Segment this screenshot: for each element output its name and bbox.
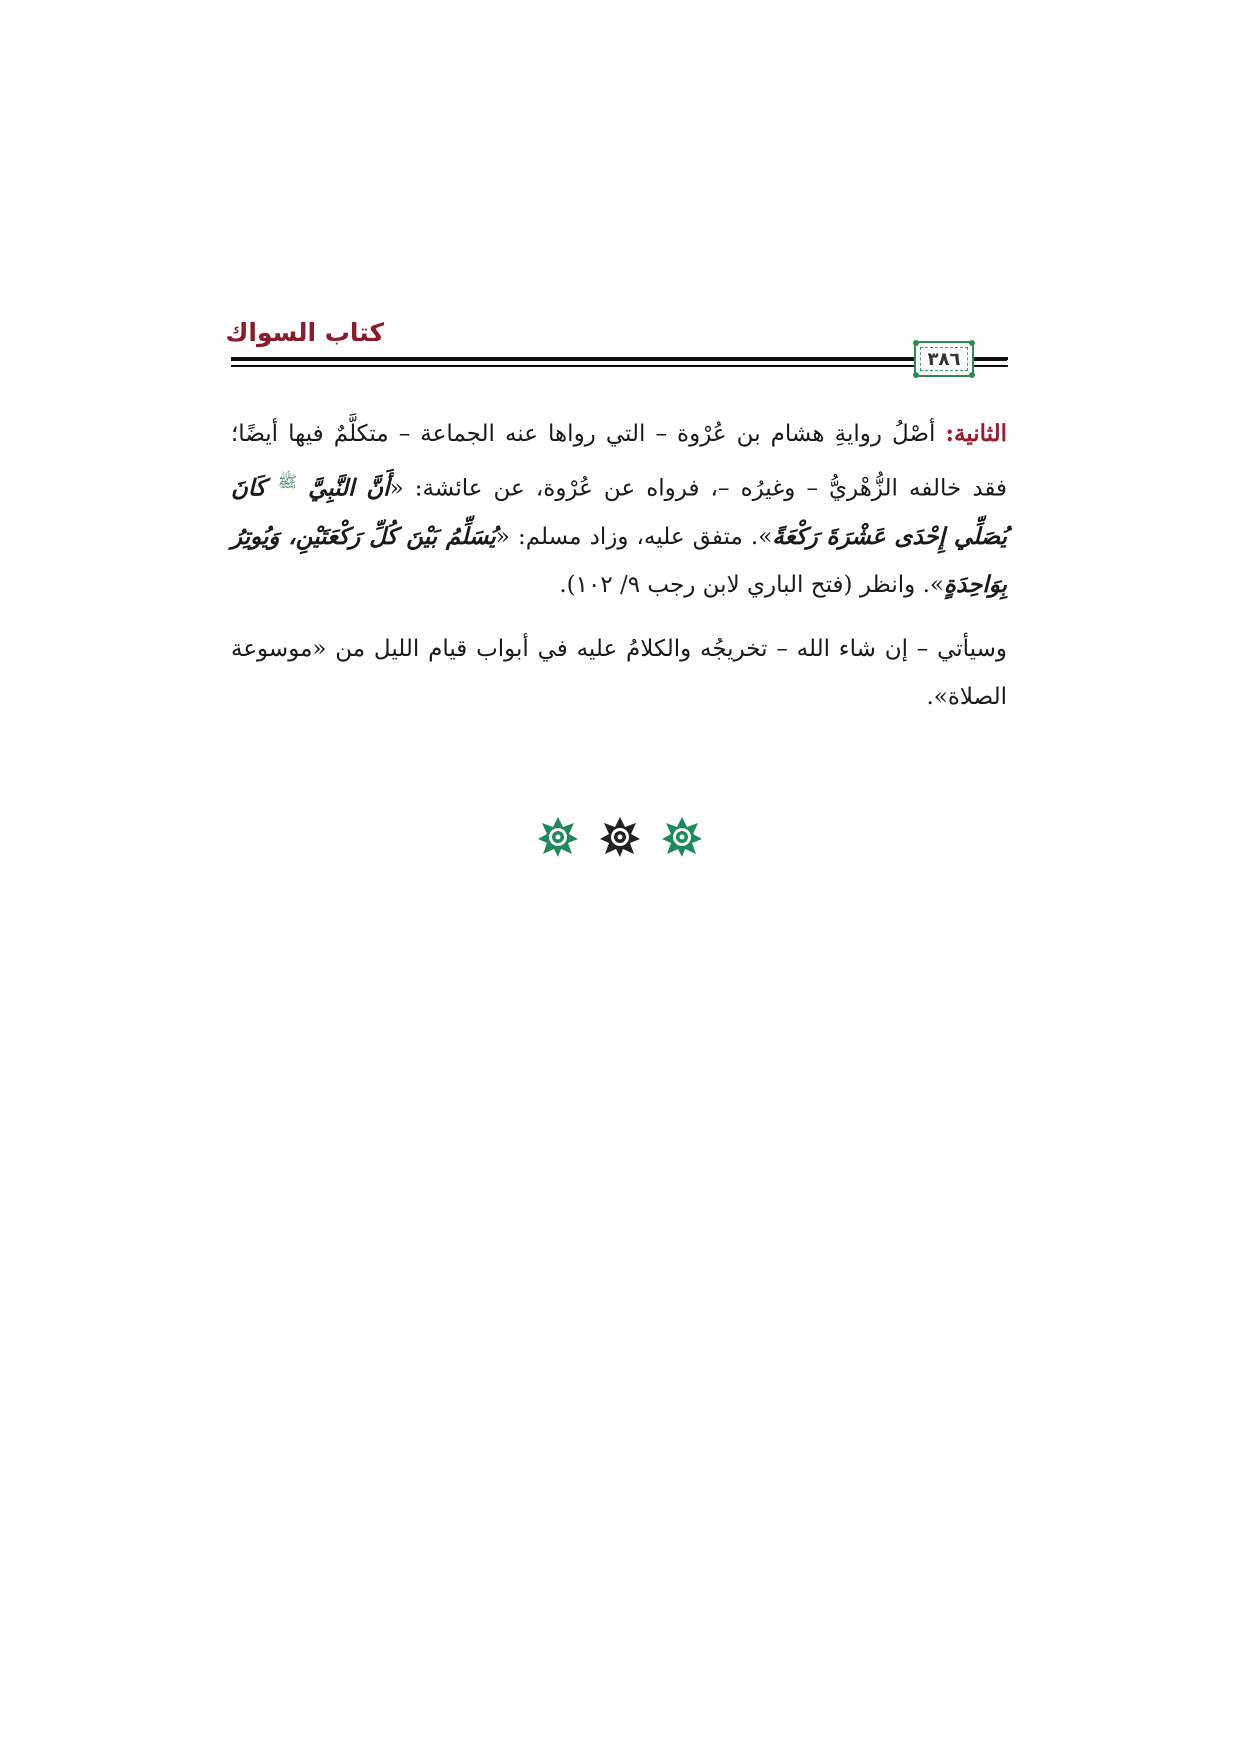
star-ornament-icon [660,815,704,859]
hadith-quote: كَانَ يُصَلِّي إِحْدَى عَشْرَةَ رَكْعَةً [231,474,1007,550]
badge-corner-icon [969,372,975,378]
hadith-quote: يُسَلِّمُ بَيْنَ كُلِّ رَكْعَتَيْنِ، وَيُوتِرُ بِوَاحِدَةٍ [231,522,1007,598]
badge-corner-icon [913,372,919,378]
star-ornament-icon [598,815,642,859]
badge-corner-icon [913,340,919,346]
paragraph-text: ». متفق عليه، وزاد مسلم: « [495,523,773,550]
header-rule-end-thin [982,365,1008,367]
page-number: ٣٨٦ [920,347,968,371]
star-ornament-icon [536,815,580,859]
paragraph-second-note [231,410,1007,609]
header-rule-thick [231,357,1007,361]
hadith-quote: أَنَّ النَّبِيَّ [308,474,390,502]
page-number-badge [914,341,974,377]
header-rule-thin [231,365,1007,367]
header-rule-end-thick [982,357,1008,360]
salawat-icon: ﷺ [277,472,297,491]
page-body [231,410,1007,721]
running-title: كتاب السواك [225,318,384,347]
paragraph-text: أصْلُ روايةِ هشام بن عُرْوة – التي رواها عنه الجماعة – متكلَّمٌ فيها أيضًا؛ فقد خالفه الزُّهْريُّ – وغيرُه –، فرواه عن عُرْوة، عن عائشة: « [231,421,1008,502]
note-label: الثانية: [945,420,1007,447]
paragraph-reference: وسيأتي – إن شاء الله – تخريجُه والكلامُ عليه في أبواب قيام الليل من «موسوعة الصلاة». [231,635,1007,710]
paragraph-text: ». وانظر (فتح الباري لابن رجب ٩/ ١٠٢). [559,571,944,598]
badge-corner-icon [969,340,975,346]
section-end-ornaments [0,815,1240,859]
